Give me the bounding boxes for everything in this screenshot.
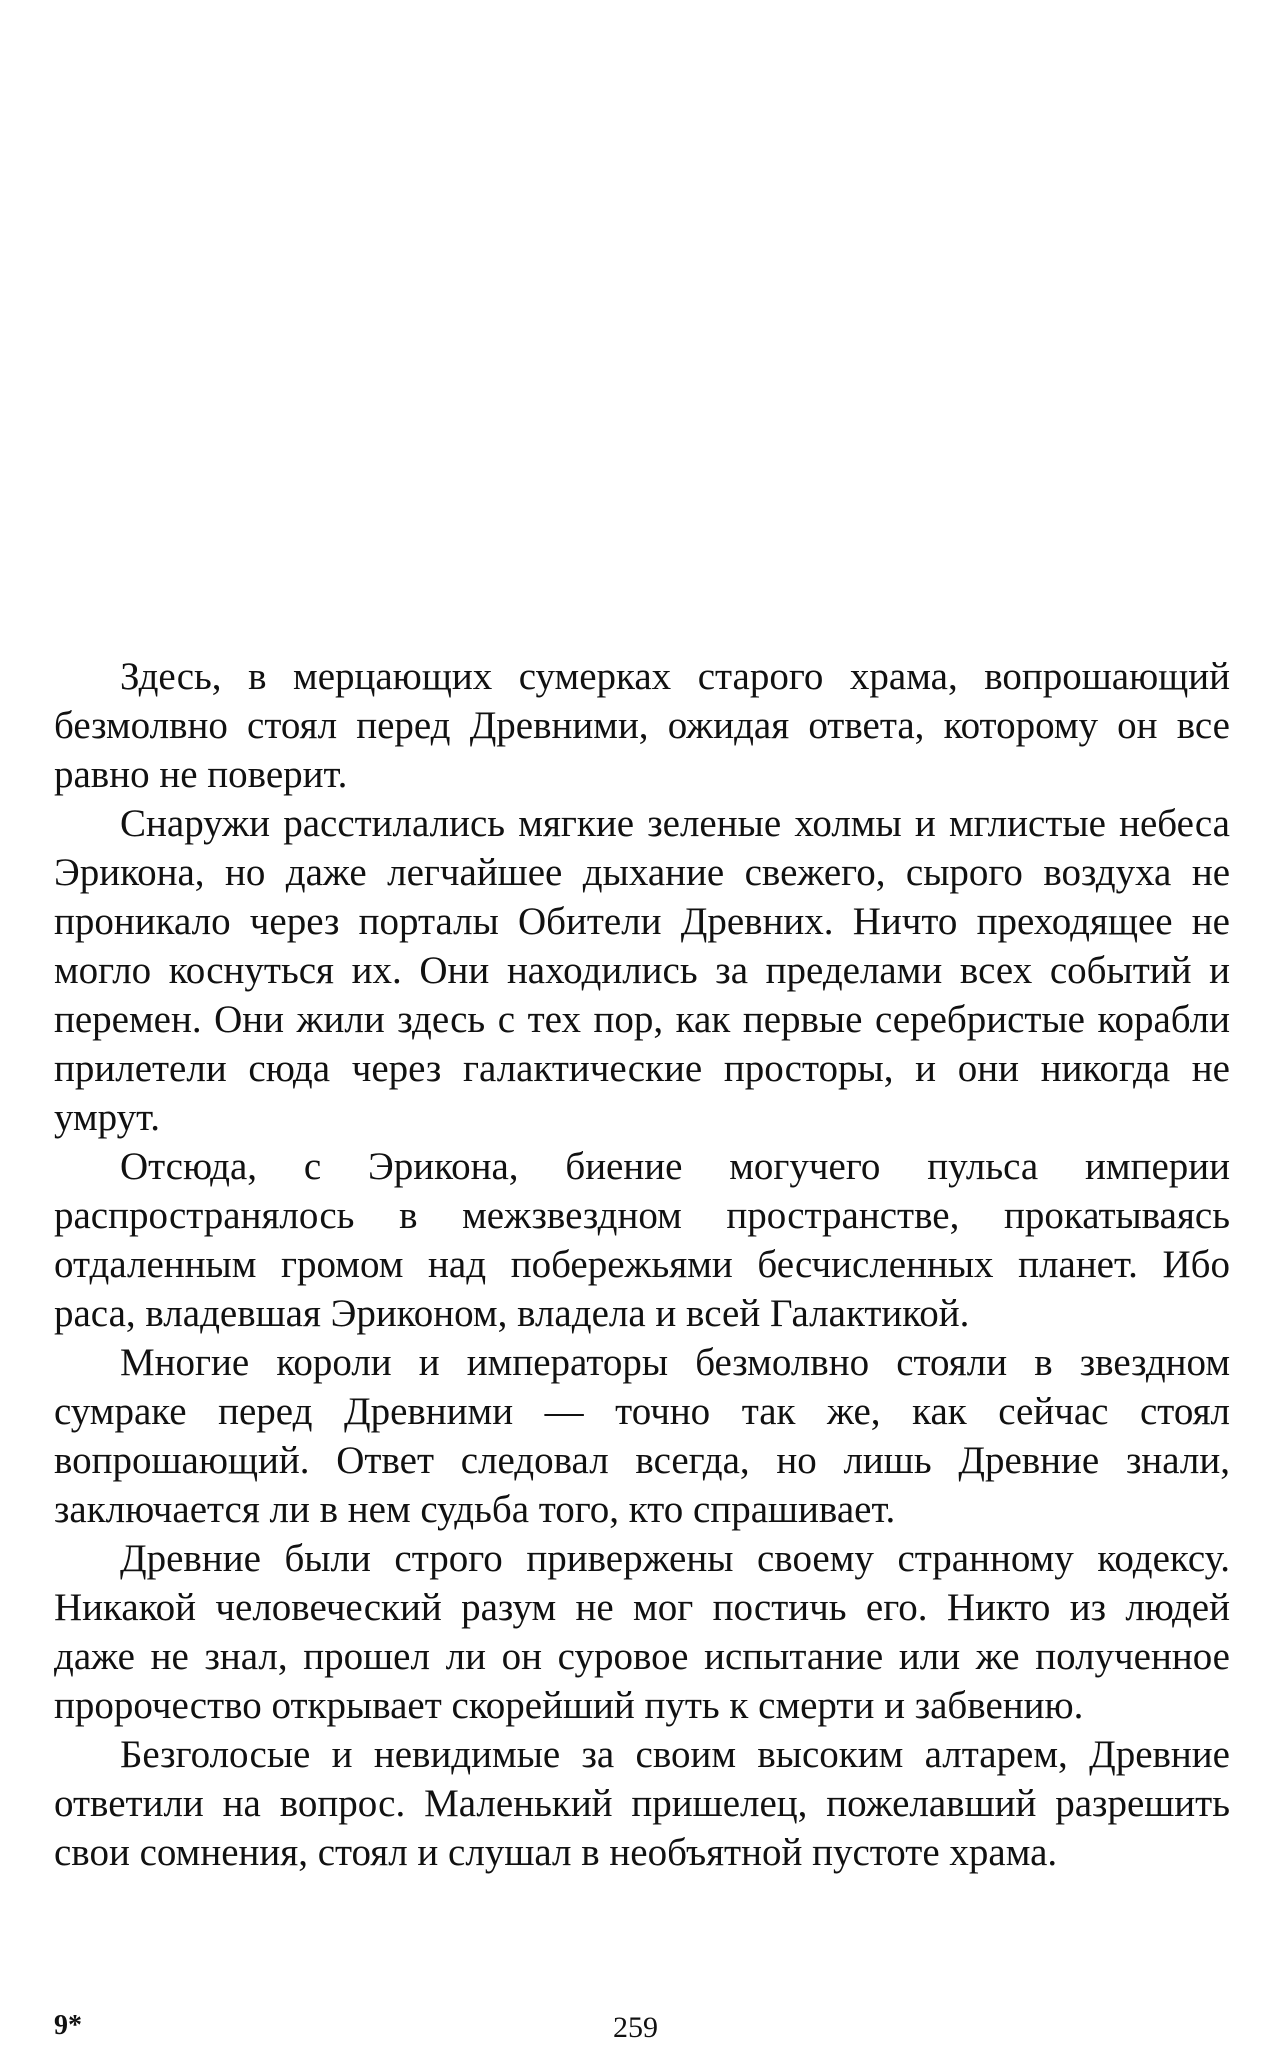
paragraph-3: Отсюда, с Эрикона, биение могучего пульса империи распространялось в межзвездном пространстве, прокатываясь отдаленным громом над побережьями бесчисленных планет. Ибо раса, владевшая Эриконом, владела и всей Галактикой. bbox=[54, 1145, 1230, 1335]
paragraph-5: Древние были строго привержены своему странному кодексу. Никакой человеческий разум не мог постичь его. Никто из людей даже не знал, прошел ли он суровое испытание или же полученное пророчество открывает скорейший путь к смерти и забвению. bbox=[54, 1537, 1230, 1727]
paragraph-2: Снаружи расстилались мягкие зеленые холмы и мглистые небеса Эрикона, но даже легчайшее дыхание свежего, сырого воздуха не проникало через порталы Обители Древних. Ничто преходящее не могло коснуться их. Они находились за пределами всех событий и перемен. Они жили здесь с тех пор, как первые серебристые корабли прилетели сюда через галактические просторы, и они никогда не умрут. bbox=[54, 802, 1230, 1139]
paragraph-6: Безголосые и невидимые за своим высоким алтарем, Древние ответили на вопрос. Маленький пришелец, пожелавший разрешить свои сомнения, стоял и слушал в необъятной пустоте храма. bbox=[54, 1733, 1230, 1874]
page-body-text bbox=[54, 652, 1230, 1877]
paragraph-4: Многие короли и императоры безмолвно стояли в звездном сумраке перед Древними — точно так же, как сейчас стоял вопрошающий. Ответ следовал всегда, но лишь Древние знали, заключается ли в нем судьба того, кто спрашивает. bbox=[54, 1341, 1230, 1531]
paragraph-1: Здесь, в мерцающих сумерках старого храма, вопрошающий безмолвно стоял перед Древними, ожидая ответа, которому он все равно не поверит. bbox=[54, 655, 1230, 796]
printer-signature-mark: 9* bbox=[54, 2010, 82, 2041]
page-number: 259 bbox=[613, 2011, 658, 2044]
